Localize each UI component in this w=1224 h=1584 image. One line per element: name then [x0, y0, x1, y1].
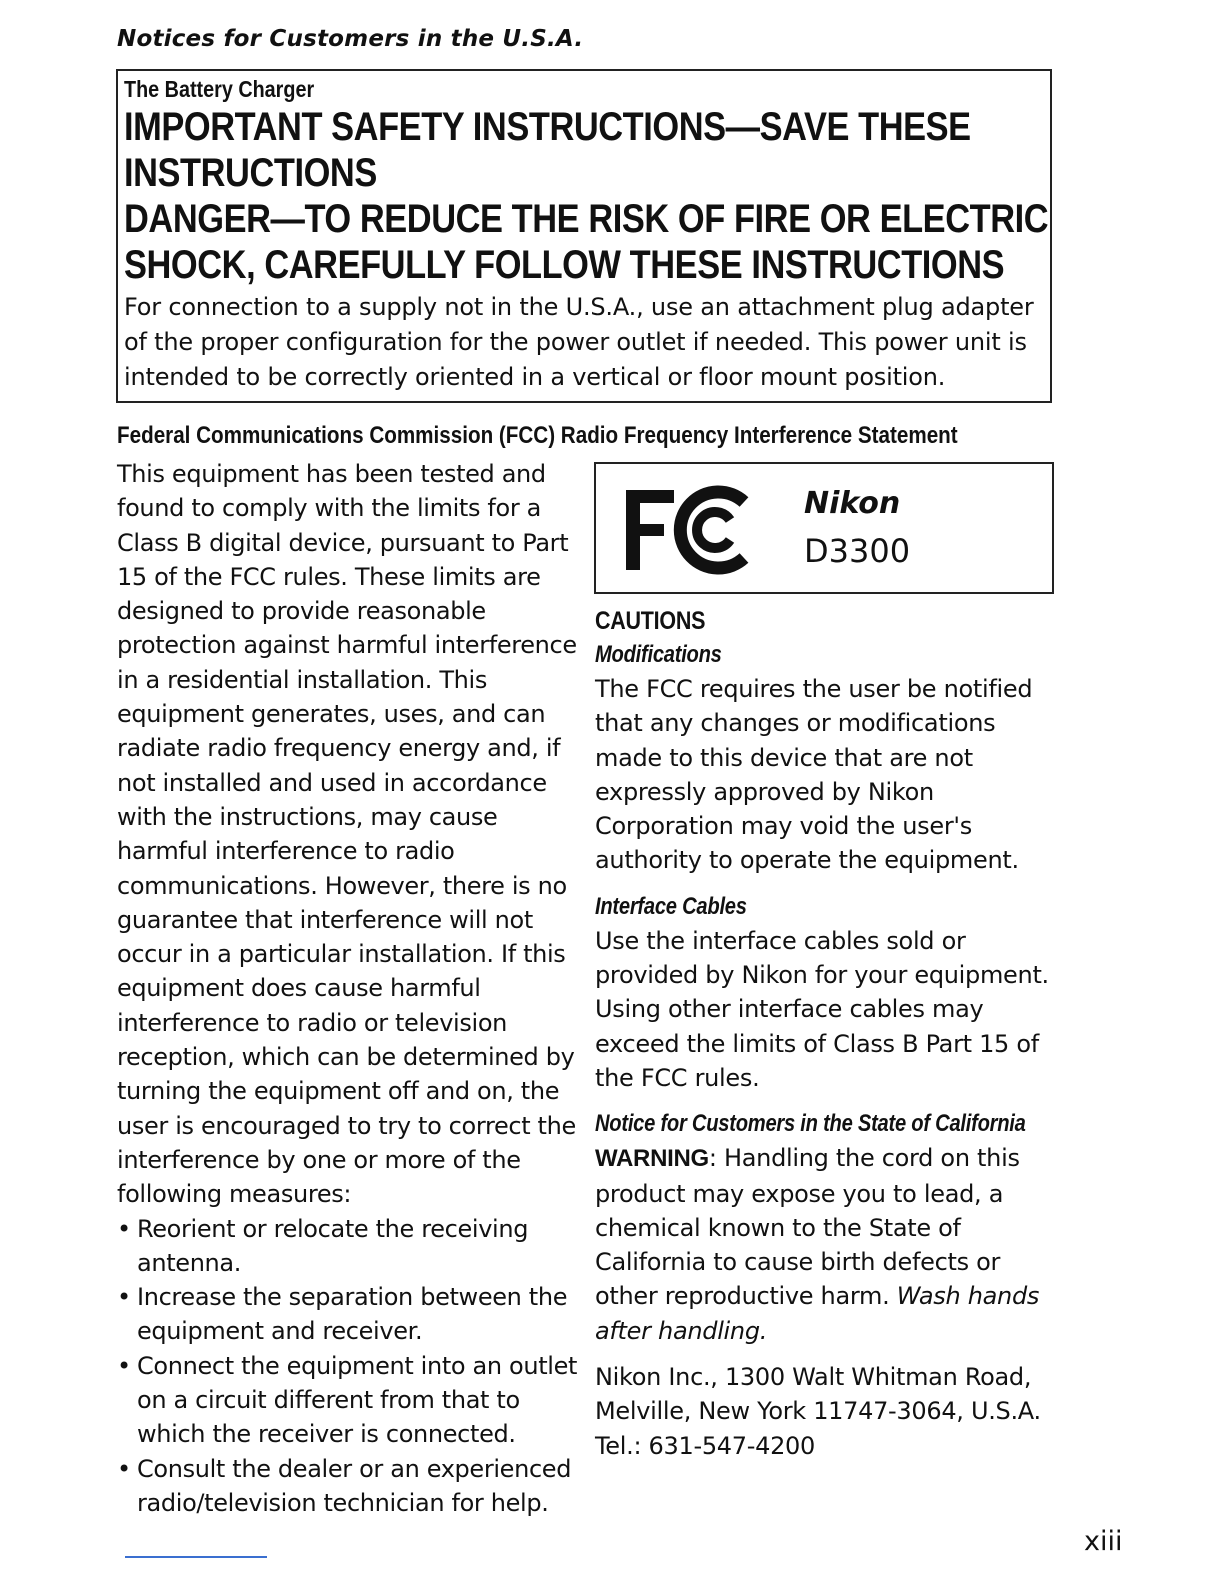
fcc-statement-paragraph: This equipment has been tested and found to comply with the limits for a Class B digital device, pursuant to Part 15 of the FCC rules. These limits are designed to provide reasonable protection against harmful interference in a residential installation. This equipment generates, uses, and can radiate radio frequency energy and, if not installed and used in accordance with the instructions, may cause harmful interference to radio communications. However, there is no guarantee that interference will not occur in a particular installation. If this equipment does cause harmful interference to radio or television reception, which can be determined by turning the equipment off and on, the user is encouraged to try to correct the interference by one or more of the following measures: — [117, 460, 577, 1209]
footer-rule — [125, 1556, 267, 1558]
address-line-2: Melville, New York 11747-3064, U.S.A. — [595, 1397, 1041, 1426]
charger-body-text: For connection to a supply not in the U.S.A., use an attachment plug adapter of the proper configuration for the power outlet if needed. This power unit is intended to be correctly oriented in a vertical or floor mount position. — [124, 293, 1034, 391]
cautions-column — [595, 604, 1065, 1463]
battery-charger-notice — [116, 69, 1052, 403]
safety-instructions-heading: IMPORTANT SAFETY INSTRUCTIONS—SAVE THESE INSTRUCTIONS — [124, 105, 971, 195]
battery-charger-title: The Battery Charger — [124, 76, 315, 102]
interface-cables-heading: Interface Cables — [595, 892, 747, 920]
brand-name: Nikon — [804, 486, 901, 521]
model-name: D3300 — [804, 532, 911, 570]
danger-heading: DANGER—TO REDUCE THE RISK OF FIRE OR ELECTRIC SHOCK, CAREFULLY FOLLOW THESE INSTRUCTIONS — [124, 197, 1049, 287]
measure-item: • Connect the equipment into an outlet on a circuit different from that to which the receiver is connected. — [117, 1349, 579, 1452]
page-heading: Notices for Customers in the U.S.A. — [117, 26, 584, 52]
california-notice-heading: Notice for Customers in the State of California — [595, 1110, 1026, 1138]
interface-cables-text: Use the interface cables sold or provided by Nikon for your equipment. Using other interface cables may exceed the limits of Class B Part 15 of the FCC rules. — [595, 926, 1049, 1092]
fcc-label-box — [594, 462, 1054, 594]
measure-item: • Increase the separation between the equipment and receiver. — [117, 1280, 579, 1349]
cautions-title: CAUTIONS — [595, 607, 706, 635]
warning-label: WARNING — [595, 1145, 709, 1173]
warning-text: : Handling the cord on this product may expose you to lead, a chemical known to the State of California to cause birth defects or other reproductive harm. — [595, 1144, 1020, 1311]
measure-item: • Reorient or relocate the receiving antenna. — [117, 1212, 579, 1281]
measure-item: • Consult the dealer or an experienced radio/television technician for help. — [117, 1452, 579, 1521]
modifications-heading: Modifications — [595, 641, 722, 668]
fcc-logo-icon — [622, 484, 750, 576]
interference-measures-list — [117, 1212, 579, 1521]
address-line-1: Nikon Inc., 1300 Walt Whitman Road, — [595, 1363, 1032, 1392]
modifications-text: The FCC requires the user be notified that any changes or modifications made to this device that are not expressly approved by Nikon Corporation may void the user's authority to operate the equipment. — [595, 675, 1033, 875]
wash-hands-text: Wash hands after handling. — [595, 1282, 1040, 1345]
page-number: xiii — [1084, 1526, 1123, 1557]
fcc-statement-heading: Federal Communications Commission (FCC) Radio Frequency Interference Statement — [117, 422, 958, 449]
phone-number: Tel.: 631-547-4200 — [595, 1431, 815, 1460]
california-warning — [595, 1141, 1065, 1348]
fcc-statement-column — [117, 457, 579, 1520]
